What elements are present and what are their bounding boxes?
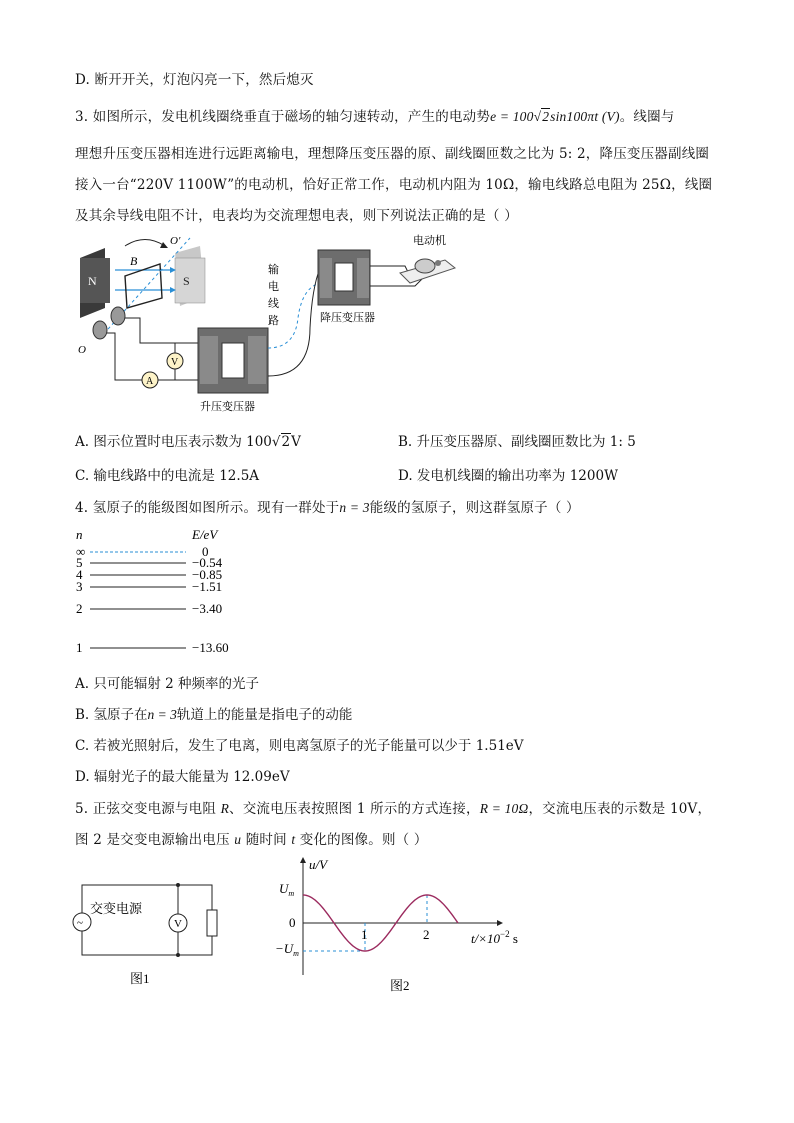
neg-um-label: $-U_m$ [275,941,299,958]
q4-option-a[interactable]: A. 只可能辐射 2 种频率的光子 [75,676,260,692]
sqrt-symbol: √2 [271,434,291,450]
level-n-label: 5 [76,555,83,570]
q3-option-b[interactable]: B. 升压变压器原、副线圈匝数比为 1: 5 [398,434,636,450]
label-line: 线 [268,298,279,310]
q5-figure-2-graph [275,855,545,995]
label-step-down: 降压变压器 [320,312,375,324]
q5-stem-line2: 图 2 是交变电源输出电压 u 随时间 t 变化的图像。则（ ） [75,832,428,848]
q5-stem-line1: 5. 正弦交变电源与电阻 R、交流电压表按照图 1 所示的方式连接，R = 10Ω，交流电压表的示数是 10V， [75,801,712,817]
q3-stem-line4: 及其余导线电阻不计，电表均为交流理想电表，则下列说法正确的是（ ） [75,208,518,224]
ac-symbol: ~ [77,917,83,929]
coil [125,264,162,308]
label-a: A [146,376,154,387]
label-n: N [88,274,97,288]
level-energy-label: 0 [202,544,209,559]
q4-stem: 4. 氢原子的能级图如图所示。现有一群处于n = 3能级的氢原子，则这群氢原子（ ） [75,500,580,516]
q4-option-d[interactable]: D. 辐射光子的最大能量为 12.09eV [75,769,290,785]
q3-circuit-figure [70,228,470,418]
magnet-s [175,246,205,306]
q3-option-a[interactable]: A. 图示位置时电压表示数为 100√2V [75,434,301,450]
label-s: S [183,274,190,288]
label-line: 输 [268,264,279,276]
voltmeter-label: V [174,918,182,930]
energy-level-diagram [70,525,270,660]
label-motor: 电动机 [413,235,446,247]
step-down-transformer [318,250,370,305]
tick-1: 1 [361,927,368,942]
level-n-label: 3 [76,579,83,594]
q3-stem-line2: 理想升压变压器相连进行远距离输电，理想降压变压器的原、副线圈匝数之比为 5: 2，降压变压器副线圈 [75,146,710,162]
level-energy-label: −1.51 [192,579,223,594]
resistor [207,910,217,936]
slip-ring [111,307,125,325]
q4-option-b[interactable]: B. 氢原子在n = 3轨道上的能量是指电子的动能 [75,707,353,723]
source-label: 交变电源 [90,901,143,916]
label-step-up: 升压变压器 [200,401,255,413]
q3-stem-text: 3. 如图所示，发电机线圈绕垂直于磁场的轴匀速转动，产生的电动势 [75,109,491,125]
tick-2: 2 [423,927,430,942]
fig1-caption: 图1 [130,971,150,986]
prev-option-d: D. 断开开关，灯泡闪亮一下，然后熄灭 [75,72,314,88]
q3-option-c[interactable]: C. 输电线路中的电流是 12.5A [75,468,260,484]
q3-stem-line3: 接入一台“220V 1100W”的电动机，恰好正常工作，电动机内阻为 10Ω，输电线路总电阻为 25Ω，线圈 [75,177,713,193]
label-line: 路 [268,315,279,327]
label-line: 电 [268,281,279,293]
step-up-transformer [198,328,268,393]
q4-option-c[interactable]: C. 若被光照射后，发生了电离，则电离氢原子的光子能量可以少于 1.51eV [75,738,524,754]
fig2-caption: 图2 [390,978,410,993]
energy-levels [76,544,229,655]
sqrt-symbol: √2 [533,109,550,124]
label-o: O [78,344,86,356]
label-v: V [171,357,179,368]
um-label: $U_m$ [279,881,295,898]
q4-var-n: n = 3 [339,500,370,515]
motor [400,259,455,283]
q3-option-d[interactable]: D. 发电机线圈的输出功率为 1200W [398,468,618,484]
origin-label: 0 [289,915,296,930]
y-axis-label: u/V [309,857,328,872]
level-energy-label: −0.54 [192,555,223,570]
level-n-label: 4 [76,567,83,582]
x-axis-label: $t/\times 10^{-2}$ s [471,929,518,946]
level-energy-label: −3.40 [192,601,223,616]
slip-ring [93,321,107,339]
col-e-header: E/eV [192,527,218,542]
magnet-n [80,248,110,318]
q5-figure-1-circuit [70,870,240,990]
level-energy-label: −0.85 [192,567,223,582]
q3-stem-line1: 3. 如图所示，发电机线圈绕垂直于磁场的轴匀速转动，产生的电动势e = 100√2sin100πt (V)。线圈与 [75,109,675,125]
level-energy-label: −13.60 [192,640,229,655]
label-b: B [130,254,138,268]
level-n-label: ∞ [76,544,86,559]
level-n-label: 2 [76,601,83,616]
q3-emf-formula: e = 100√2sin100πt (V) [490,109,620,124]
level-n-label: 1 [76,640,83,655]
label-o-prime: O′ [170,235,181,247]
col-n-header: n [76,527,83,542]
